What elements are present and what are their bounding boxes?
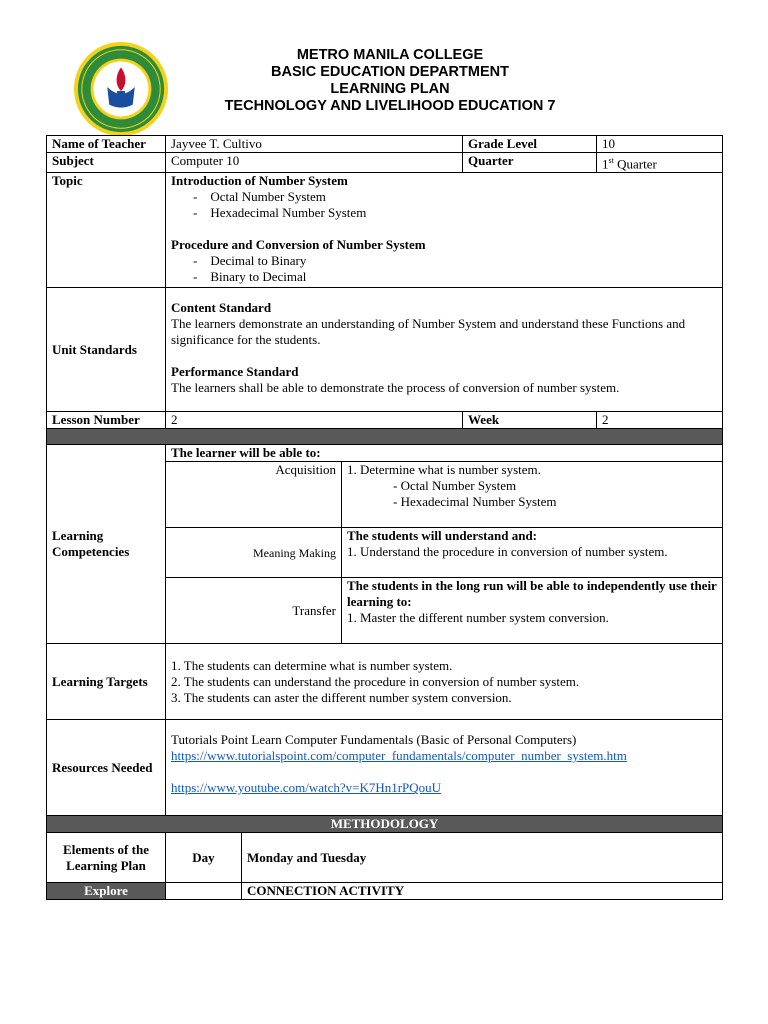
elements-column-header: Elements of the Learning Plan [47, 833, 166, 883]
acquisition-item: - Hexadecimal Number System [393, 494, 557, 510]
week-value: 2 [597, 412, 723, 429]
meaning-making-content [342, 528, 723, 578]
transfer-label: Transfer [166, 578, 342, 644]
transfer-content [342, 578, 723, 644]
unit-standards-label: Unit Standards [47, 288, 166, 412]
lesson-number-label: Lesson Number [47, 412, 166, 429]
target-item: 3. The students can aster the different number system conversion. [171, 689, 512, 705]
quarter-value: 1st Quarter [597, 153, 723, 173]
connection-activity: CONNECTION ACTIVITY [242, 883, 723, 900]
learning-targets-content [166, 644, 723, 720]
topic-item: - Decimal to Binary [193, 253, 307, 269]
explore-phase: Explore [47, 883, 166, 900]
grade-level-label: Grade Level [463, 136, 597, 153]
meaning-making-label: Meaning Making [166, 528, 342, 578]
methodology-heading: METHODOLOGY [47, 816, 723, 833]
department-name: BASIC EDUCATION DEPARTMENT [271, 64, 509, 80]
unit-standards-content [166, 288, 723, 412]
document-type: LEARNING PLAN [330, 81, 450, 97]
teacher-label: Name of Teacher [47, 136, 166, 153]
target-item: 2. The students can understand the procedure in conversion of number system. [171, 673, 580, 689]
college-name: METRO MANILA COLLEGE [296, 47, 484, 63]
separator-band [47, 429, 723, 445]
topic-title-1: Introduction of Number System [171, 173, 348, 189]
learning-competencies-label: Learning Competencies [47, 445, 166, 644]
topic-content [166, 173, 723, 288]
resource-link-tutorialspoint[interactable]: https://www.tutorialspoint.com/computer_fundamentals/computer_number_system.htm [171, 748, 627, 764]
subject-value: Computer 10 [166, 153, 463, 173]
document-header [190, 47, 590, 115]
topic-item: - Octal Number System [193, 189, 326, 205]
resources-label: Resources Needed [47, 720, 166, 816]
meaning-making-text: 1. Understand the procedure in conversion of number system. [347, 544, 668, 560]
acquisition-item: - Octal Number System [393, 478, 517, 494]
meaning-making-title: The students will understand and: [347, 528, 537, 544]
content-standard-text: The learners demonstrate an understanding of Number System and understand these Functions and significance for the students. [171, 316, 686, 348]
schedule-column-header: Monday and Tuesday [242, 833, 723, 883]
acquisition-line: 1. Determine what is number system. [347, 462, 541, 478]
performance-standard-title: Performance Standard [171, 364, 299, 380]
grade-level-value: 10 [597, 136, 723, 153]
topic-label: Topic [47, 173, 166, 288]
performance-standard-text: The learners shall be able to demonstrate the process of conversion of number system. [171, 380, 620, 396]
explore-day [166, 883, 242, 900]
college-seal-logo [72, 40, 170, 138]
resource-link-youtube[interactable]: https://www.youtube.com/watch?v=K7Hn1rPQouU [171, 780, 442, 796]
lesson-number-value: 2 [166, 412, 463, 429]
resource-description: Tutorials Point Learn Computer Fundamentals (Basic of Personal Computers) [171, 732, 577, 748]
acquisition-content [342, 462, 723, 528]
day-column-header: Day [166, 833, 242, 883]
content-standard-title: Content Standard [171, 300, 272, 316]
subject-label: Subject [47, 153, 166, 173]
topic-item: - Hexadecimal Number System [193, 205, 367, 221]
competencies-intro: The learner will be able to: [166, 445, 723, 462]
subject-title: TECHNOLOGY AND LIVELIHOOD EDUCATION 7 [224, 98, 556, 114]
transfer-title: The students in the long run will be able to independently use their learning to: [347, 578, 717, 610]
resources-content [166, 720, 723, 816]
week-label: Week [463, 412, 597, 429]
learning-targets-label: Learning Targets [47, 644, 166, 720]
topic-item: - Binary to Decimal [193, 269, 307, 285]
quarter-label: Quarter [463, 153, 597, 173]
acquisition-label: Acquisition [166, 462, 342, 528]
learning-plan-table [46, 135, 722, 900]
transfer-text: 1. Master the different number system conversion. [347, 610, 609, 626]
teacher-value: Jayvee T. Cultivo [166, 136, 463, 153]
target-item: 1. The students can determine what is number system. [171, 657, 453, 673]
topic-title-2: Procedure and Conversion of Number System [171, 237, 426, 253]
